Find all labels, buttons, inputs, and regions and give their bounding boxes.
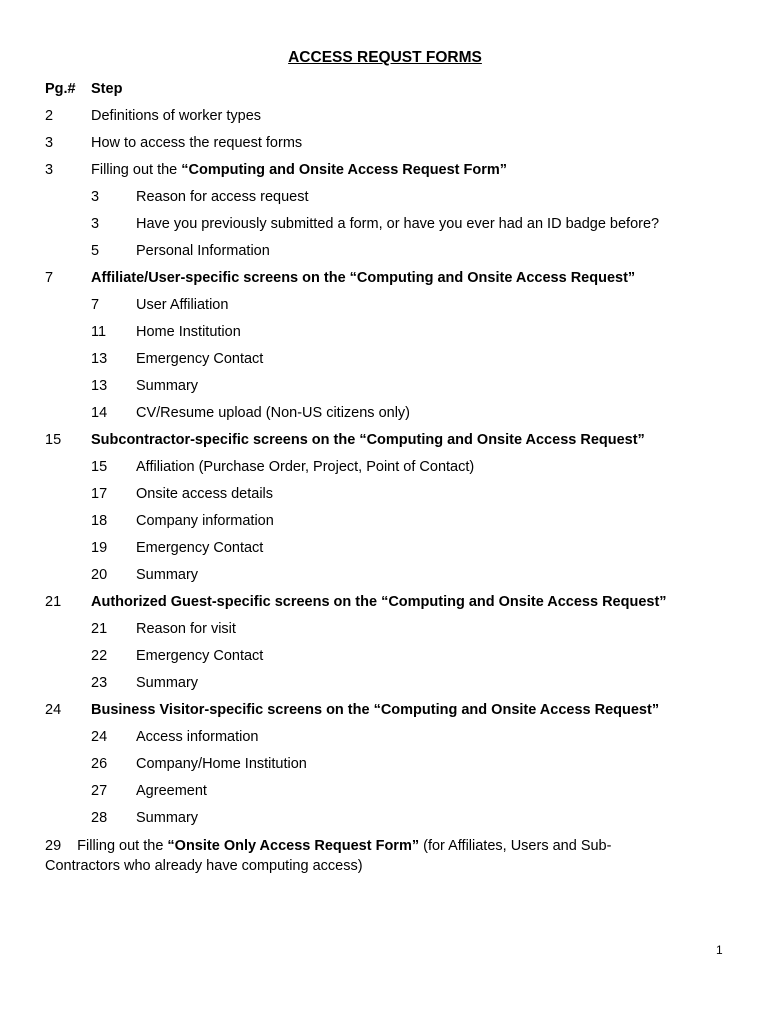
item-page: 17: [91, 486, 108, 502]
item-page: 13: [91, 378, 108, 394]
document-title: ACCESS REQUST FORMS: [288, 49, 482, 66]
page-number: 1: [716, 943, 723, 957]
item-text: Emergency Contact: [136, 648, 264, 664]
item-text: Affiliate/User-specific screens on the “Computing and Onsite Access Request”: [91, 270, 636, 286]
item-text: Authorized Guest-specific screens on the “Computing and Onsite Access Request”: [91, 594, 667, 610]
item-page: 15: [45, 432, 62, 448]
item-page: 5: [91, 243, 100, 259]
item-page: 15: [91, 459, 108, 475]
item-text: Emergency Contact: [136, 540, 264, 556]
item-page: 21: [45, 594, 62, 610]
item-page: 2: [45, 108, 54, 124]
final-item: 29 Filling out the “Onsite Only Access Request Form” (for Affiliates, Users and Sub-Contractors who already have computing access): [45, 838, 612, 874]
item-text: Subcontractor-specific screens on the “Computing and Onsite Access Request”: [91, 432, 645, 448]
item-text: User Affiliation: [136, 297, 229, 313]
item-page: 20: [91, 567, 108, 583]
item-text: Access information: [136, 729, 259, 745]
item-text: Business Visitor-specific screens on the “Computing and Onsite Access Request”: [91, 702, 660, 718]
item-page: 27: [91, 783, 108, 799]
item-page: 24: [91, 729, 108, 745]
item-page: 14: [91, 405, 108, 421]
item-page: 3: [45, 135, 54, 151]
item-text: Home Institution: [136, 324, 241, 340]
item-page: 7: [91, 297, 100, 313]
header-page: Pg.#: [45, 81, 76, 97]
header-step: Step: [91, 81, 123, 97]
item-page: 11: [91, 324, 107, 340]
item-page: 18: [91, 513, 108, 529]
item-text: Have you previously submitted a form, or have you ever had an ID badge before?: [136, 216, 660, 232]
item-text: Summary: [136, 378, 199, 394]
item-page: 3: [45, 162, 54, 178]
item-text: Reason for visit: [136, 621, 236, 637]
item-text: Summary: [136, 675, 199, 691]
item-page: 28: [91, 810, 108, 826]
item-text: Agreement: [136, 783, 207, 799]
item-page: 24: [45, 702, 62, 718]
item-page: 23: [91, 675, 108, 691]
item-text: Definitions of worker types: [91, 108, 262, 124]
item-text: Affiliation (Purchase Order, Project, Point of Contact): [136, 459, 475, 475]
item-text: Emergency Contact: [136, 351, 264, 367]
item-text: Onsite access details: [136, 486, 274, 502]
item-page: 7: [45, 270, 54, 286]
item-page: 19: [91, 540, 108, 556]
item-text: How to access the request forms: [91, 135, 303, 151]
item-page: 13: [91, 351, 108, 367]
item-page: 26: [91, 756, 108, 772]
item-page: 29: [45, 838, 62, 854]
item-text: Personal Information: [136, 243, 270, 259]
item-page: 21: [91, 621, 108, 637]
item-page: 3: [91, 189, 100, 205]
item-text: Company/Home Institution: [136, 756, 307, 772]
item-text: Filling out the “Computing and Onsite Access Request Form”: [91, 162, 508, 178]
item-text: Summary: [136, 810, 199, 826]
item-text: Summary: [136, 567, 199, 583]
item-page: 22: [91, 648, 108, 664]
item-page: 3: [91, 216, 100, 232]
item-text: Company information: [136, 513, 274, 529]
item-text: Reason for access request: [136, 189, 309, 205]
item-text: CV/Resume upload (Non-US citizens only): [136, 405, 410, 421]
